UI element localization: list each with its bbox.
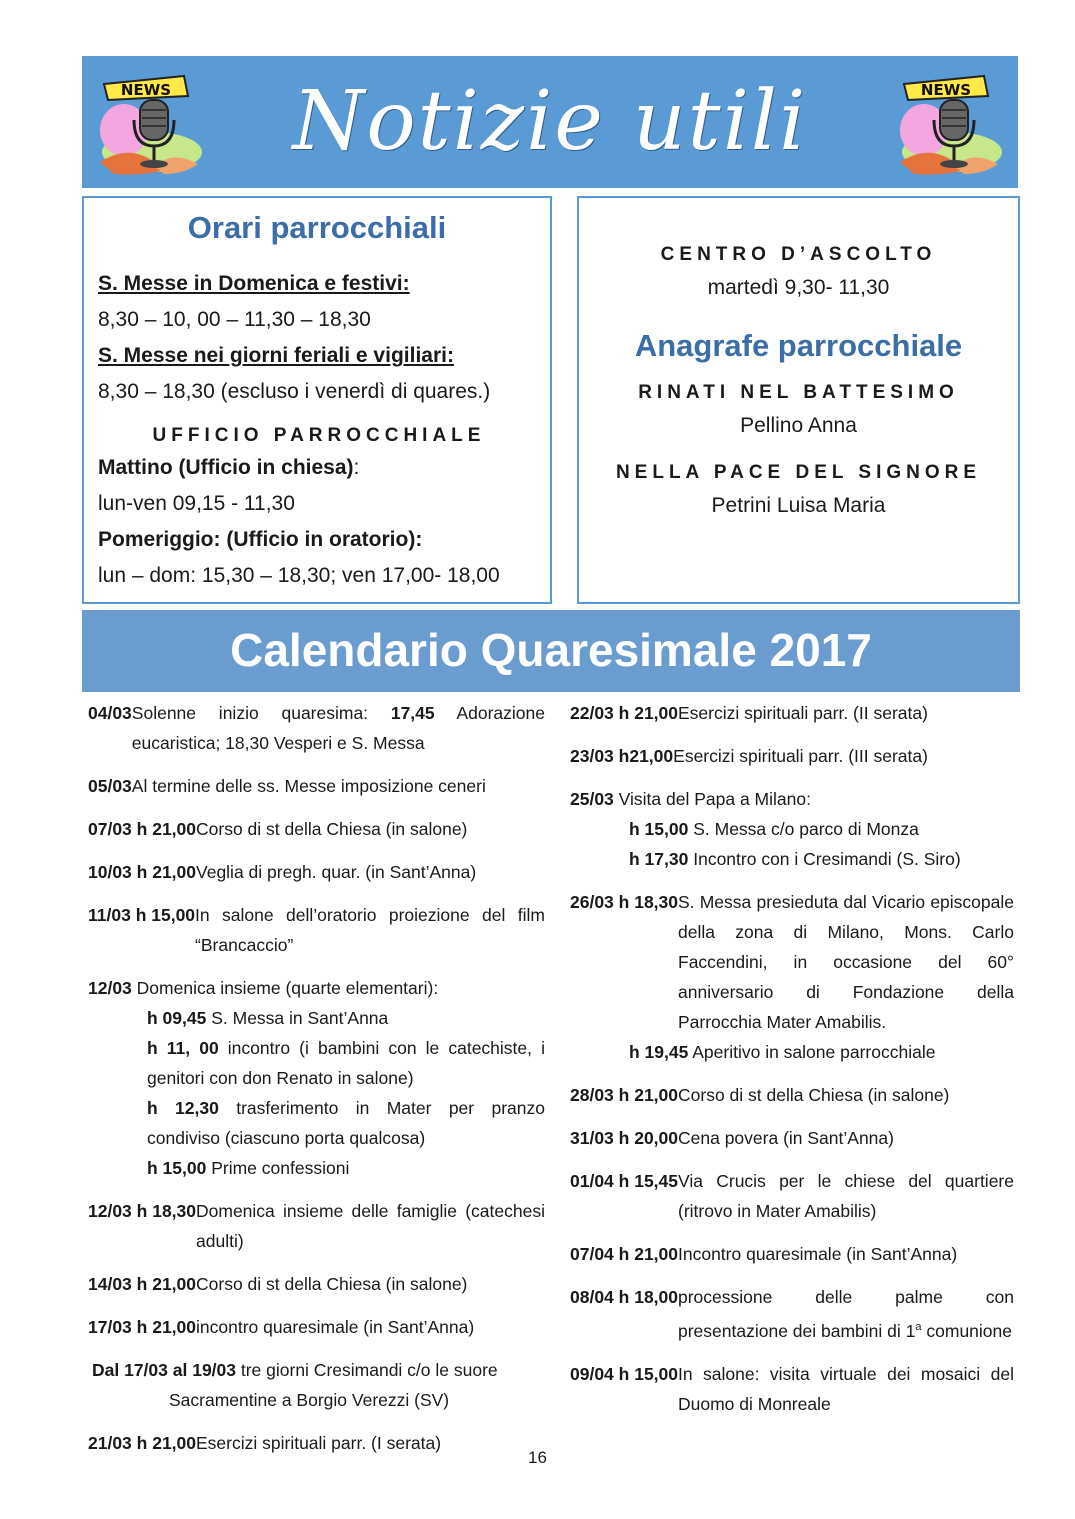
- entry-text: Esercizi spirituali parr. (I serata): [196, 1433, 442, 1453]
- calendar-entry: [88, 973, 545, 1183]
- calendar-entry: [570, 1359, 1014, 1419]
- feriali-times: 8,30 – 18,30 (escluso i venerdì di quares.): [98, 380, 491, 403]
- entry-text: incontro quaresimale (in Sant’Anna): [196, 1317, 475, 1337]
- entry-text: Esercizi spirituali parr. (II serata): [678, 703, 928, 723]
- entry-text: Al termine delle ss. Messe imposizione ceneri: [131, 776, 486, 796]
- entry-date: 17/03 h 21,00: [88, 1317, 196, 1337]
- calendar-entry: [570, 1166, 1014, 1226]
- entry-date: 25/03: [570, 789, 614, 809]
- entry-date: 31/03 h 20,00: [570, 1128, 678, 1148]
- anagrafe-box: [577, 196, 1020, 604]
- entry-date: 07/04 h 21,00: [570, 1244, 678, 1264]
- entry-subitem: h 12,30 trasferimento in Mater per pranzo condiviso (ciascuno porta qualcosa): [147, 1098, 545, 1148]
- entry-text: Solenne inizio quaresima: 17,45 Adorazione eucaristica; 18,30 Vesperi e S. Messa: [131, 703, 545, 753]
- entry-date: Dal 17/03 al 19/03: [92, 1360, 236, 1380]
- calendar-left-column: [88, 698, 545, 1471]
- news-icon-label: NEWS: [120, 81, 172, 99]
- entry-text: Corso di st della Chiesa (in salone): [196, 1274, 468, 1294]
- news-icon-label: NEWS: [920, 81, 972, 99]
- entry-text: Corso di st della Chiesa (in salone): [678, 1085, 950, 1105]
- entry-text: Corso di st della Chiesa (in salone): [196, 819, 468, 839]
- calendar-entry: [570, 784, 1014, 874]
- page-number: 16: [528, 1448, 547, 1467]
- entry-text: Visita del Papa a Milano:: [613, 789, 811, 809]
- entry-date: 11/03 h 15,00: [88, 905, 196, 925]
- entry-text: Incontro quaresimale (in Sant’Anna): [678, 1244, 958, 1264]
- header-banner: [82, 56, 1018, 188]
- entry-date: 22/03 h 21,00: [570, 703, 678, 723]
- entry-subitem: h 09,45 S. Messa in Sant’Anna: [147, 1008, 389, 1028]
- entry-subitem: h 17,30 Incontro con i Cresimandi (S. Siro): [629, 849, 961, 869]
- calendar-entry: [570, 887, 1014, 1067]
- calendar-entry: [570, 741, 1014, 771]
- ufficio-heading: UFFICIO PARROCCHIALE: [152, 425, 486, 446]
- ascolto-heading: CENTRO D’ASCOLTO: [660, 244, 937, 265]
- mattino-label: Mattino (Ufficio in chiesa): [98, 456, 354, 479]
- entry-date: 07/03 h 21,00: [88, 819, 196, 839]
- calendar-entry: [88, 900, 545, 960]
- entry-date: 21/03 h 21,00: [88, 1433, 196, 1453]
- calendar-entry: [570, 1239, 1014, 1269]
- entry-date: 23/03 h21,00: [570, 746, 674, 766]
- feriali-label: S. Messe nei giorni feriali e vigiliari:: [98, 344, 454, 367]
- calendar-banner: [82, 610, 1020, 692]
- entry-text: In salone dell’oratorio proiezione del film “Brancaccio”: [195, 905, 545, 955]
- pomeriggio-times: lun – dom: 15,30 – 18,30; ven 17,00- 18,00: [98, 564, 500, 587]
- pace-heading: NELLA PACE DEL SIGNORE: [615, 462, 982, 483]
- calendar-entry: [88, 1196, 545, 1256]
- entry-date: 14/03 h 21,00: [88, 1274, 196, 1294]
- entry-date: 05/03: [88, 776, 132, 796]
- entry-text: Cena povera (in Sant’Anna): [678, 1128, 894, 1148]
- news-microphone-icon: [894, 70, 1006, 178]
- pomeriggio-label: Pomeriggio: (Ufficio in oratorio):: [98, 528, 423, 551]
- pace-name: Petrini Luisa Maria: [711, 494, 886, 517]
- entry-date: 26/03 h 18,30: [570, 892, 678, 912]
- entry-date: 01/04 h 15,45: [570, 1171, 678, 1191]
- mattino-times: lun-ven 09,15 - 11,30: [98, 492, 295, 515]
- entry-date: 28/03 h 21,00: [570, 1085, 678, 1105]
- calendar-entry: [570, 1123, 1014, 1153]
- entry-text: Domenica insieme delle famiglie (catechesi adulti): [196, 1201, 545, 1251]
- calendar-title: Calendario Quaresimale 2017: [230, 624, 872, 676]
- festivi-label: S. Messe in Domenica e festivi:: [98, 272, 410, 295]
- orari-heading: Orari parrocchiali: [187, 210, 447, 245]
- calendar-entry: [88, 814, 545, 844]
- entry-text: processione delle palme con presentazione dei bambini di 1$^a$ comunione: [678, 1287, 1014, 1341]
- calendar-entry: [570, 1282, 1014, 1346]
- calendar-entry: [88, 698, 545, 758]
- entry-text: tre giorni Cresimandi c/o le suore: [236, 1360, 498, 1380]
- battesimo-name: Pellino Anna: [740, 414, 857, 437]
- mattino-colon: :: [353, 456, 360, 479]
- orari-box: [82, 196, 552, 604]
- calendar-right-column: [570, 698, 1014, 1432]
- entry-subitem: h 19,45 Aperitivo in salone parrocchiale: [629, 1042, 936, 1062]
- calendar-entry: [570, 698, 1014, 728]
- entry-text: Esercizi spirituali parr. (III serata): [673, 746, 928, 766]
- entry-subitem: h 11, 00 incontro (i bambini con le catechiste, i genitori con don Renato in salone): [147, 1038, 545, 1088]
- calendar-entry: [88, 1355, 545, 1415]
- page-title: Notizie utili: [292, 74, 808, 169]
- battesimo-heading: RINATI NEL BATTESIMO: [638, 382, 959, 403]
- entry-text: Domenica insieme (quarte elementari):: [131, 978, 439, 998]
- entry-text: Veglia di pregh. quar. (in Sant’Anna): [196, 862, 477, 882]
- calendar-entry: [88, 771, 545, 801]
- entry-text: In salone: visita virtuale dei mosaici del Duomo di Monreale: [678, 1363, 1014, 1414]
- anagrafe-heading: Anagrafe parrocchiale: [634, 328, 963, 363]
- calendar-entry: [88, 1312, 545, 1342]
- entry-date: 04/03: [88, 703, 132, 723]
- calendar-entry: [570, 1080, 1014, 1110]
- entry-date: 09/04 h 15,00: [570, 1363, 678, 1384]
- entry-date: 08/04 h 18,00: [570, 1287, 678, 1307]
- entry-text: Via Crucis per le chiese del quartiere (ritrovo in Mater Amabilis): [678, 1171, 1014, 1221]
- calendar-entry: [88, 857, 545, 887]
- ascolto-times: martedì 9,30- 11,30: [707, 276, 890, 299]
- entry-date: 12/03: [88, 978, 132, 998]
- entry-subitem: h 15,00 Prime confessioni: [147, 1158, 350, 1178]
- entry-text-continued: Sacramentine a Borgio Verezzi (SV): [169, 1390, 450, 1410]
- entry-subitem: h 15,00 S. Messa c/o parco di Monza: [629, 819, 919, 839]
- festivi-times: 8,30 – 10, 00 – 11,30 – 18,30: [98, 308, 371, 331]
- calendar-entry: [88, 1269, 545, 1299]
- entry-text: S. Messa presieduta dal Vicario episcopale della zona di Milano, Mons. Carlo Faccendini, in occasione del 60° anniversario di Fondazione della Parrocchia Mater Amabilis.: [678, 892, 1014, 1032]
- entry-date: 12/03 h 18,30: [88, 1201, 196, 1221]
- entry-date: 10/03 h 21,00: [88, 862, 196, 882]
